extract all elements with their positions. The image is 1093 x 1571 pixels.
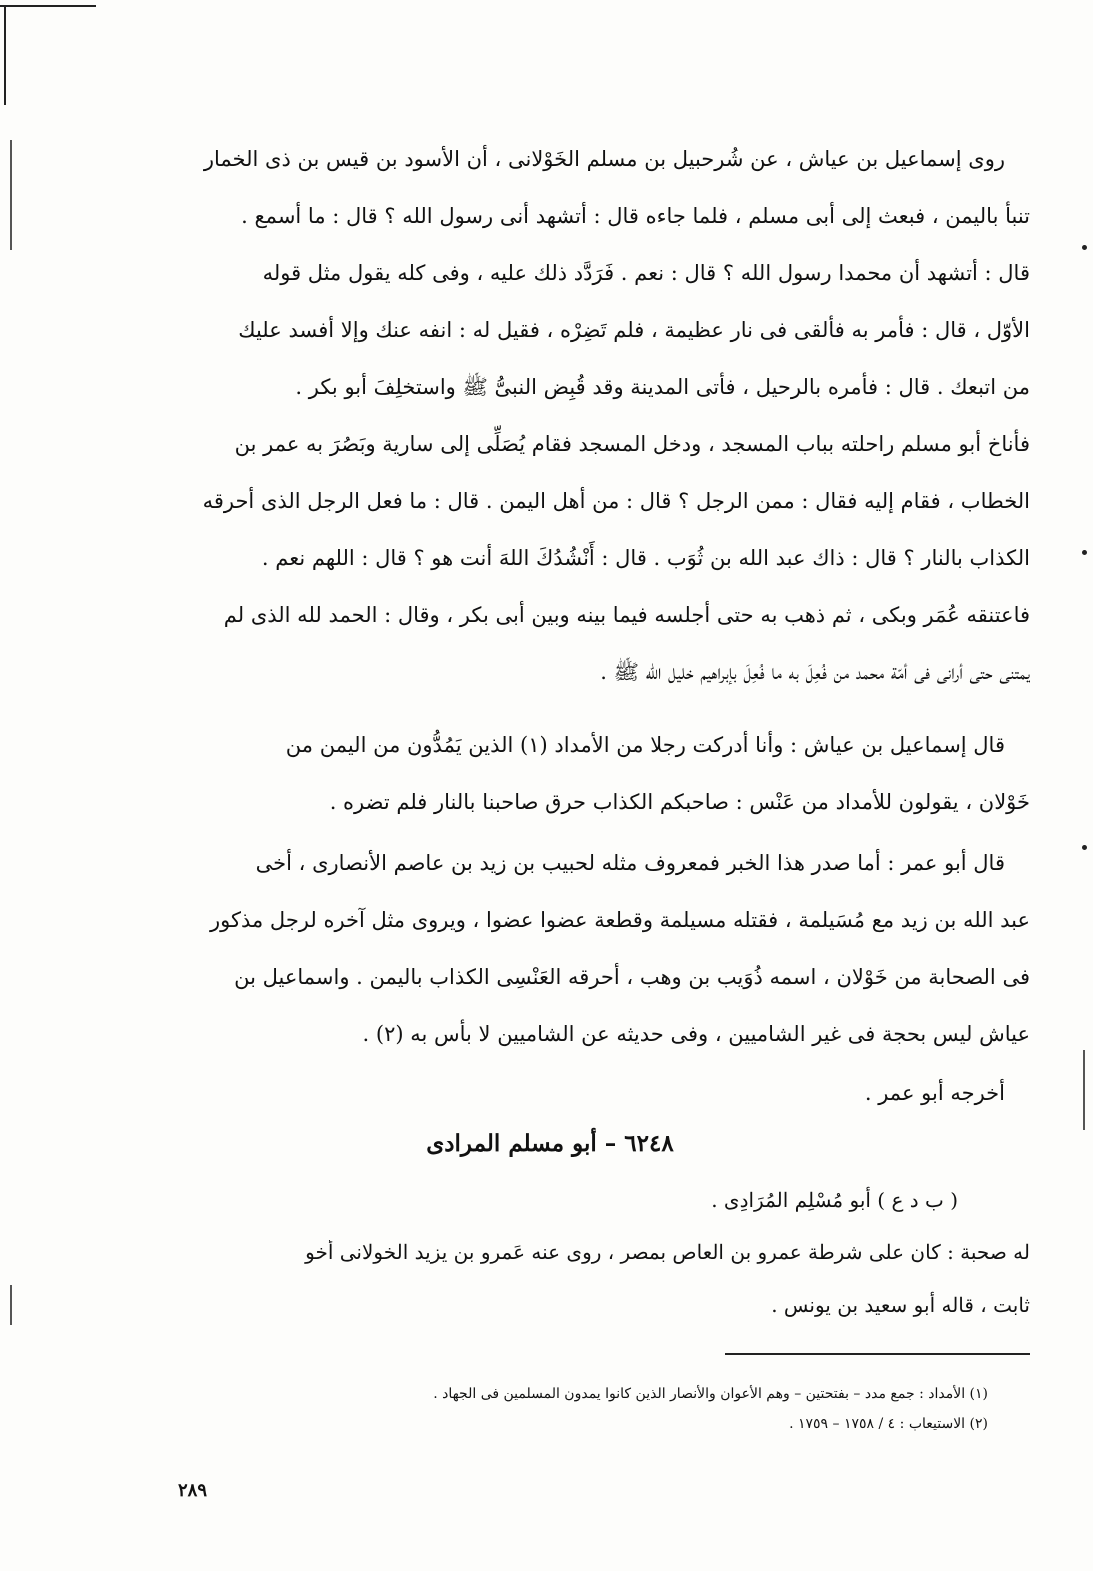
text-line: قال إسماعيل بن عياش : وأنا أدركت رجلا من الأمداد (١) الذين يَمُدُّون من اليمن من [285,733,1005,757]
footnote-rule [725,1353,1030,1355]
scan-edge-mark [10,140,12,250]
paragraph-3 [140,835,1030,1063]
text-line: قال أبو عمر : أما صدر هذا الخبر فمعروف مثله لحبيب بن زيد بن عاصم الأنصارى ، أخى [255,851,1005,875]
text-line: عياش ليس بحجة فى غير الشاميين ، وفى حديثه عن الشاميين لا بأس به (٢) . [362,1022,1030,1046]
scan-corner-mark [0,5,96,7]
text-line: يمتنى حتى أرانى فى أمّة محمد من فُعِلَ به ما فُعِلَ بإبراهيم خليل الله ﷺ . [600,660,1030,684]
entry-line: له صحبة : كان على شرطة عمرو بن العاص بمصر ، روى عنه عَمرو بن يزيد الخولانى أخو [305,1240,1030,1264]
text-line: قال : أتشهد أن محمدا رسول الله ؟ قال : نعم . فَرَدَّد ذلك عليه ، وفى كله يقول مثل قوله [262,261,1030,285]
entry-heading: ٦٢٤٨ – أبو مسلم المرادى [426,1130,674,1157]
entry-sources: ( ب د ع ) أبو مُسْلِم المُرَادِى . [711,1188,958,1212]
footnote-2: (٢) الاستيعاب : ٤ / ١٧٥٨ – ١٧٥٩ . [789,1416,988,1432]
text-line: أخرجه أبو عمر . [864,1081,1005,1105]
text-line: تنبأ باليمن ، فبعث إلى أبى مسلم ، فلما جاءه قال : أتشهد أنى رسول الله ؟ قال : ما أسمع . [241,204,1030,228]
scan-dot [1082,550,1087,555]
text-line: فى الصحابة من خَوْلان ، اسمه ذُوَيب بن وهب ، أحرقه العَنْسِى الكذاب باليمن . واسماعيل بن [234,965,1030,989]
text-line: خَوْلان ، يقولون للأمداد من عَنْس : صاحبكم الكذاب حرق صاحبنا بالنار فلم تضره . [329,790,1030,814]
text-line: عبد الله بن زيد مع مُسَيلمة ، فقتله مسيلمة وقطعة عضوا عضوا ، ويروى مثل آخره لرجل مذكور [209,908,1030,932]
footnote-1: (١) الأمداد : جمع مدد – بفتحتين – وهم الأعوان والأنصار الذين كانوا يمدون المسلمين فى الجهاد . [433,1386,988,1402]
page-number: ٢٨٩ [178,1480,208,1501]
text-line: فأناخ أبو مسلم راحلته بباب المسجد ، ودخل المسجد فقام يُصَلِّى إلى سارية وبَصُرَ به عمر بن [234,432,1030,456]
text-line: فاعتنقه عُمَر وبكى ، ثم ذهب به حتى أجلسه فيما بينه وبين أبى بكر ، وقال : الحمد لله الذى لم [223,603,1030,627]
text-line: الكذاب بالنار ؟ قال : ذاك عبد الله بن ثُوَب . قال : أَنْشُدُكَ اللهَ أنت هو ؟ قال : اللهم نعم . [261,546,1030,570]
scan-dot [1082,245,1087,250]
scan-edge-mark [1083,1050,1085,1130]
scan-dot [1082,845,1087,850]
paragraph-4 [140,1065,1030,1122]
text-line: روى إسماعيل بن عياش ، عن شُرحبيل بن مسلم الخَوْلانى ، أن الأسود بن قيس بن ذى الخمار [203,147,1005,171]
text-line: من اتبعك . قال : فأمره بالرحيل ، فأتى المدينة وقد قُبِض النبىُّ ﷺ واستخلِفَ أبو بكر . [295,375,1030,399]
entry-line: ثابت ، قاله أبو سعيد بن يونس . [771,1293,1030,1317]
scan-corner-mark-vertical [4,5,6,105]
paragraph-2 [140,717,1030,831]
text-line: الأوّل ، قال : فأمر به فألقى فى نار عظيمة ، فلم تَضِرْه ، فقيل له : انفه عنك وإلا أفسد عليك [238,318,1030,342]
text-line: الخطاب ، فقام إليه فقال : ممن الرجل ؟ قال : من أهل اليمن . قال : ما فعل الرجل الذى أحرقه [202,489,1030,513]
scan-edge-mark [10,1285,12,1325]
paragraph-1 [140,131,1030,701]
